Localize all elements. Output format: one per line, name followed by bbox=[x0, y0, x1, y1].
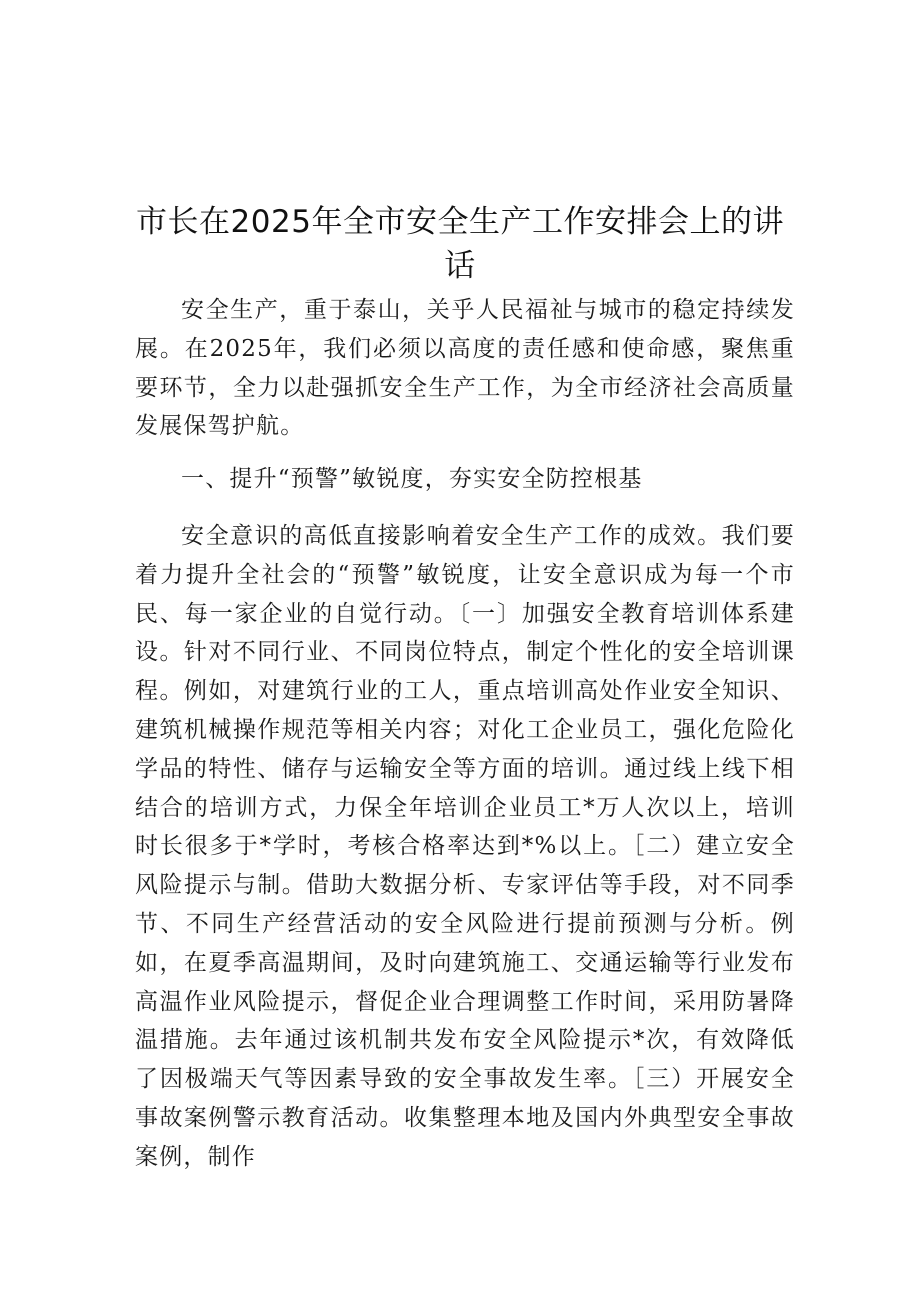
section-heading: 一、提升“预警”敏锐度，夯实安全防控根基 bbox=[181, 466, 643, 493]
section-paragraph: 安全意识的高低直接影响着安全生产工作的成效。我们要着力提升全社会的“预警”敏锐度，让安全意识成为每一个市民、每一家企业的自觉行动。〔一〕加强安全教育培训体系建设。针对不同行业、不同岗位特点，制定个性化的安全培训课程。例如，对建筑行业的工人，重点培训高处作业安全知识、建筑机械操作规范等相关内容；对化工企业员工，强化危险化学品的特性、储存与运输安全等方面的培训。通过线上线下相结合的培训方式，力保全年培训企业员工*万人次以上，培训时长很多于*学时，考核合格率达到*%以上。［二）建立安全风险提示与制。借助大数据分析、专家评估等手段，对不同季节、不同生产经营活动的安全风险进行提前预测与分析。例如，在夏季高温期间，及时向建筑施工、交通运输等行业发布高温作业风险提示，督促企业合理调整工作时间，采用防暑降温措施。去年通过该机制共发布安全风险提示*次，有效降低了因极端天气等因素导致的安全事故发生率。［三）开展安全事故案例警示教育活动。收集整理本地及国内外典型安全事故案例，制作 bbox=[135, 522, 795, 1170]
intro-paragraph: 安全生产，重于泰山，关乎人民福祉与城市的稳定持续发展。在2025年，我们必须以高度的责任感和使命感，聚焦重要环节，全力以赴强抓安全生产工作，为全市经济社会高质量发展保驾护航。 bbox=[135, 297, 795, 440]
document-title: 市长在2025年全市安全生产工作安排会上的讲话 bbox=[136, 204, 784, 284]
document-body bbox=[135, 291, 795, 1177]
